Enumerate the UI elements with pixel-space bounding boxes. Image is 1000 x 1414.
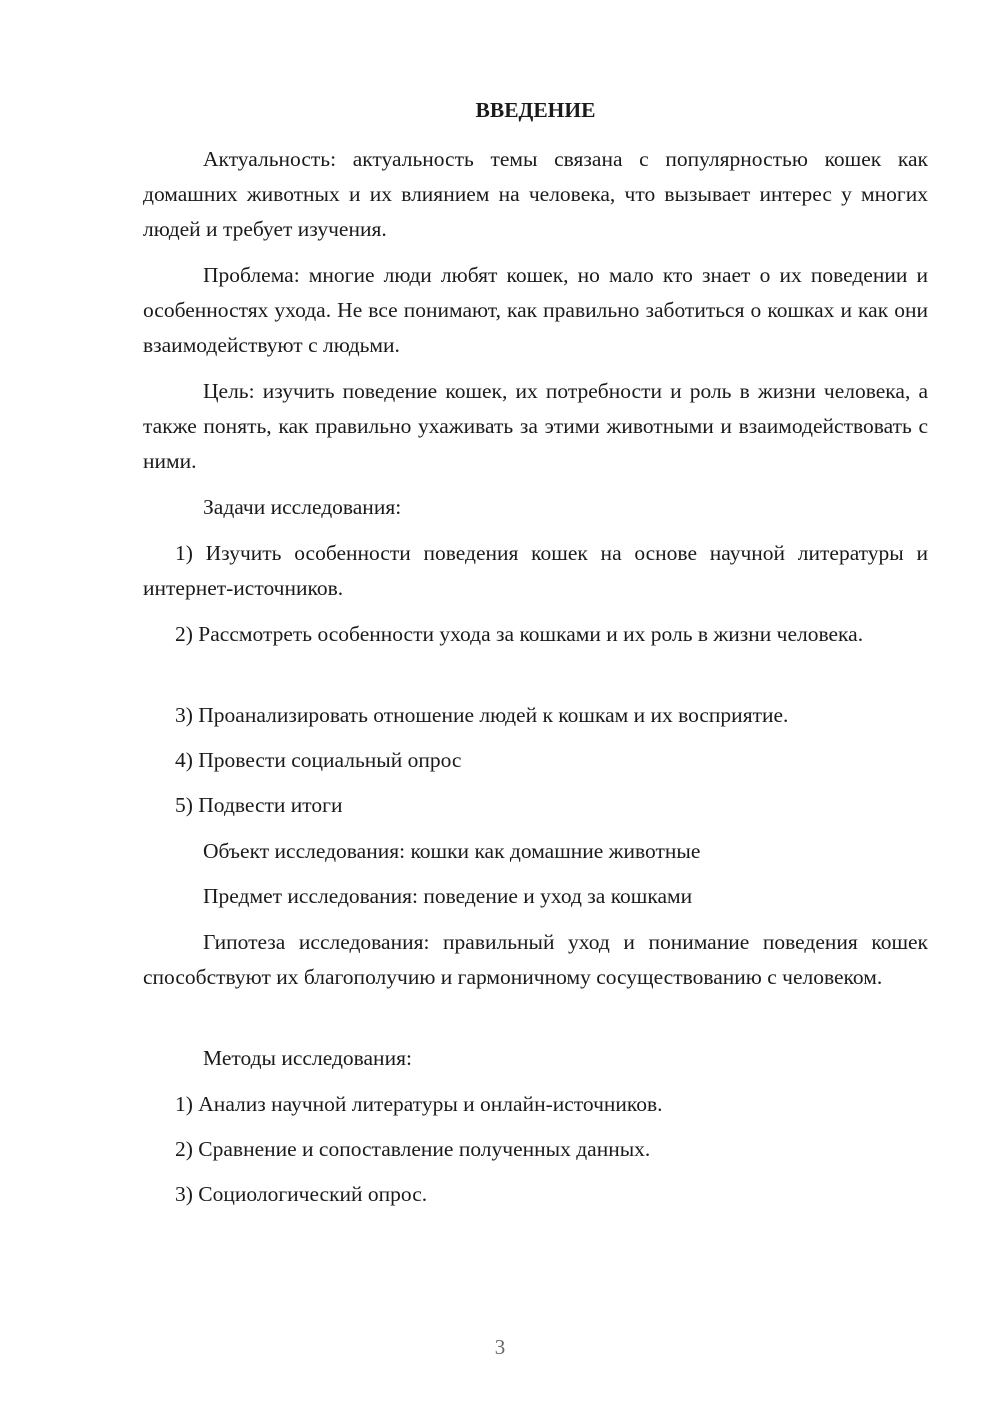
paragraph-subject: Предмет исследования: поведение и уход за кошками xyxy=(203,884,693,908)
method-item-1: 1) Анализ научной литературы и онлайн-источников. xyxy=(175,1092,663,1116)
page-title: ВВЕДЕНИЕ xyxy=(475,98,596,122)
task-item-4: 4) Провести социальный опрос xyxy=(175,748,462,772)
page-number: 3 xyxy=(494,1335,506,1359)
paragraph-goal: Цель: изучить поведение кошек, их потребности и роль в жизни человека, а также понять, как правильно ухаживать за этими животными и взаимодействовать с ними. xyxy=(143,379,928,473)
paragraph-problem: Проблема: многие люди любят кошек, но мало кто знает о их поведении и особенностях ухода. Не все понимают, как правильно заботиться о кошках и как они взаимодействуют с людьми. xyxy=(143,263,928,357)
task-item-1: 1) Изучить особенности поведения кошек на основе научной литературы и интернет-источников. xyxy=(143,541,928,600)
methods-heading: Методы исследования: xyxy=(203,1046,412,1070)
tasks-heading: Задачи исследования: xyxy=(203,495,402,519)
task-item-2: 2) Рассмотреть особенности ухода за кошками и их роль в жизни человека. xyxy=(175,622,864,646)
task-item-5: 5) Подвести итоги xyxy=(175,793,343,817)
task-item-3: 3) Проанализировать отношение людей к кошкам и их восприятие. xyxy=(175,703,789,727)
paragraph-relevance: Актуальность: актуальность темы связана с популярностью кошек как домашних животных и их влиянием на человека, что вызывает интерес у многих людей и требует изучения. xyxy=(143,147,928,241)
paragraph-hypothesis: Гипотеза исследования: правильный уход и понимание поведения кошек способствуют их благополучию и гармоничному сосуществованию с человеком. xyxy=(143,930,928,989)
method-item-3: 3) Социологический опрос. xyxy=(175,1182,428,1206)
paragraph-object: Объект исследования: кошки как домашние животные xyxy=(203,839,701,863)
method-item-2: 2) Сравнение и сопоставление полученных данных. xyxy=(175,1137,651,1161)
